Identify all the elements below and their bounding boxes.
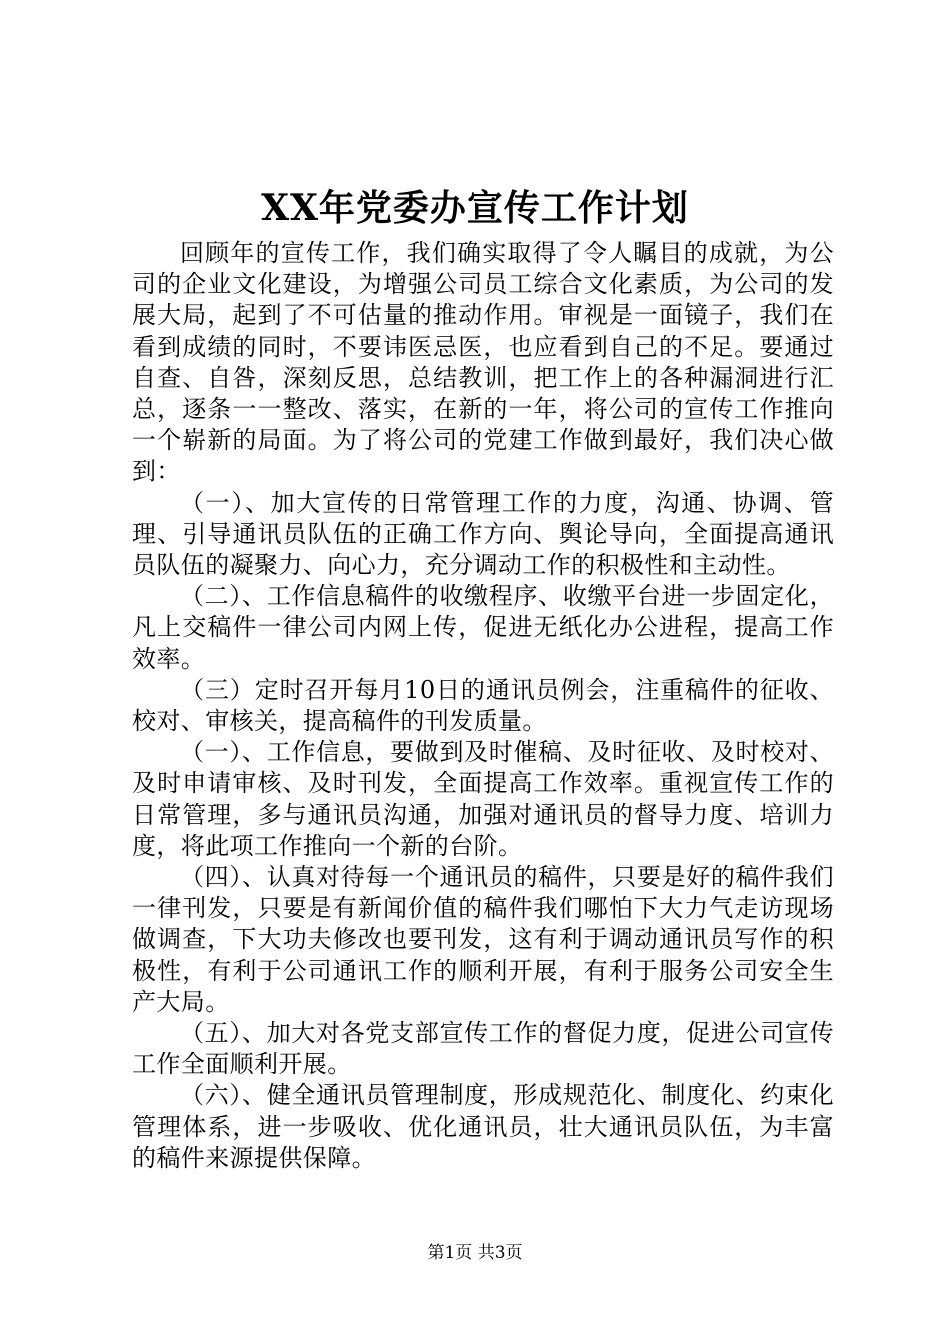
document-body [132, 238, 834, 1174]
paragraph-item-4: （四）、认真对待每一个通讯员的稿件，只要是好的稿件我们一律刊发，只要是有新闻价值的稿件我们哪怕下大力气走访现场做调查，下大功夫修改也要刊发，这有利于调动通讯员写作的积极性，有利于公司通讯工作的顺利开展，有利于服务公司安全生产大局。 [132, 863, 834, 1016]
paragraph-item-1: （一）、加大宣传的日常管理工作的力度，沟通、协调、管理、引导通讯员队伍的正确工作方向、舆论导向，全面提高通讯员队伍的凝聚力、向心力，充分调动工作的积极性和主动性。 [132, 488, 834, 580]
page-number: 第1页 共3页 [427, 1243, 523, 1263]
paragraph-item-5: （五）、加大对各党支部宣传工作的督促力度，促进公司宣传工作全面顺利开展。 [132, 1019, 834, 1079]
paragraph-item-1b: （一）、工作信息，要做到及时催稿、及时征收、及时校对、及时申请审核、及时刊发，全面提高工作效率。重视宣传工作的日常管理，多与通讯员沟通，加强对通讯员的督导力度、培训力度，将此项工作推向一个新的台阶。 [132, 738, 834, 860]
paragraph-item-6: （六）、健全通讯员管理制度，形成规范化、制度化、约束化管理体系，进一步吸收、优化通讯员，壮大通讯员队伍，为丰富的稿件来源提供保障。 [132, 1081, 834, 1172]
paragraph-item-2: （二）、工作信息稿件的收缴程序、收缴平台进一步固定化，凡上交稿件一律公司内网上传，促进无纸化办公进程，提高工作效率。 [132, 582, 834, 673]
paragraph-item-3: （三）定时召开每月10日的通讯员例会，注重稿件的征收、校对、审核关，提高稿件的刊发质量。 [132, 675, 834, 736]
page-title: XX年党委办宣传工作计划 [261, 187, 689, 229]
paragraph-intro: 回顾年的宣传工作，我们确实取得了令人瞩目的成就，为公司的企业文化建设，为增强公司员工综合文化素质，为公司的发展大局，起到了不可估量的推动作用。审视是一面镜子，我们在看到成绩的同时，不要讳医忌医，也应看到自己的不足。要通过自查、自咎，深刻反思，总结教训，把工作上的各种漏洞进行汇总，逐条一一整改、落实，在新的一年，将公司的宣传工作推向一个崭新的局面。为了将公司的党建工作做到最好，我们决心做到： [132, 239, 834, 486]
